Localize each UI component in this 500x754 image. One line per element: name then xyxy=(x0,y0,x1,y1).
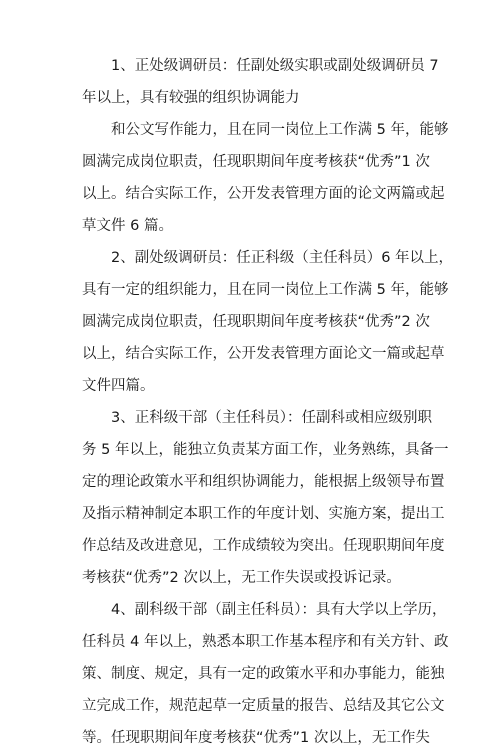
text-line: 等。任现职期间年度考核获“优秀”1 次以上，无工作失 xyxy=(82,730,430,746)
paragraph-5 xyxy=(82,594,449,754)
paragraph-2 xyxy=(82,114,449,242)
text-line: 考核获“优秀”2 次以上，无工作失误或投诉记录。 xyxy=(82,570,401,586)
text-line: 策、制度、规定，具有一定的政策水平和办事能力，能独 xyxy=(82,666,445,682)
text-line: 作总结及改进意见，工作成绩较为突出。任现职期间年度 xyxy=(82,538,445,554)
text-line: 1、正处级调研员：任副处级实职或副处级调研员 7 xyxy=(111,58,439,74)
text-line: 和公文写作能力，且在同一岗位上工作满 5 年，能够 xyxy=(111,122,449,138)
text-line: 3、正科级干部（主任科员）：任副科或相应级别职 xyxy=(111,410,432,426)
text-line: 圆满完成岗位职责，任现职期间年度考核获“优秀”1 次 xyxy=(82,154,430,170)
text-line: 年以上，具有较强的组织协调能力 xyxy=(82,90,300,106)
text-line: 2、副处级调研员：任正科级（主任科员）6 年以上， xyxy=(111,250,454,266)
text-line: 文件四篇。 xyxy=(82,378,155,394)
text-line: 及指示精神制定本职工作的年度计划、实施方案，提出工 xyxy=(82,506,445,522)
text-line: 任科员 4 年以上，熟悉本职工作基本程序和有关方针、政 xyxy=(82,634,449,650)
document-body xyxy=(82,50,454,754)
paragraph-4 xyxy=(82,402,449,594)
text-line: 以上，结合实际工作，公开发表管理方面论文一篇或起草 xyxy=(82,346,445,362)
text-line: 4、副科级干部（副主任科员）：具有大学以上学历， xyxy=(111,602,447,618)
text-line: 定的理论政策水平和组织协调能力，能根据上级领导布置 xyxy=(82,474,445,490)
text-line: 立完成工作，规范起草一定质量的报告、总结及其它公文 xyxy=(82,698,445,714)
text-line: 务 5 年以上，能独立负责某方面工作，业务熟练，具备一 xyxy=(82,442,449,458)
paragraph-3 xyxy=(82,242,454,402)
text-line: 草文件 6 篇。 xyxy=(82,218,173,234)
text-line: 具有一定的组织能力，且在同一岗位上工作满 5 年，能够 xyxy=(82,282,449,298)
text-line: 以上。结合实际工作，公开发表管理方面的论文两篇或起 xyxy=(82,186,445,202)
text-line: 圆满完成岗位职责，任现职期间年度考核获“优秀”2 次 xyxy=(82,314,430,330)
paragraph-1 xyxy=(82,50,439,114)
